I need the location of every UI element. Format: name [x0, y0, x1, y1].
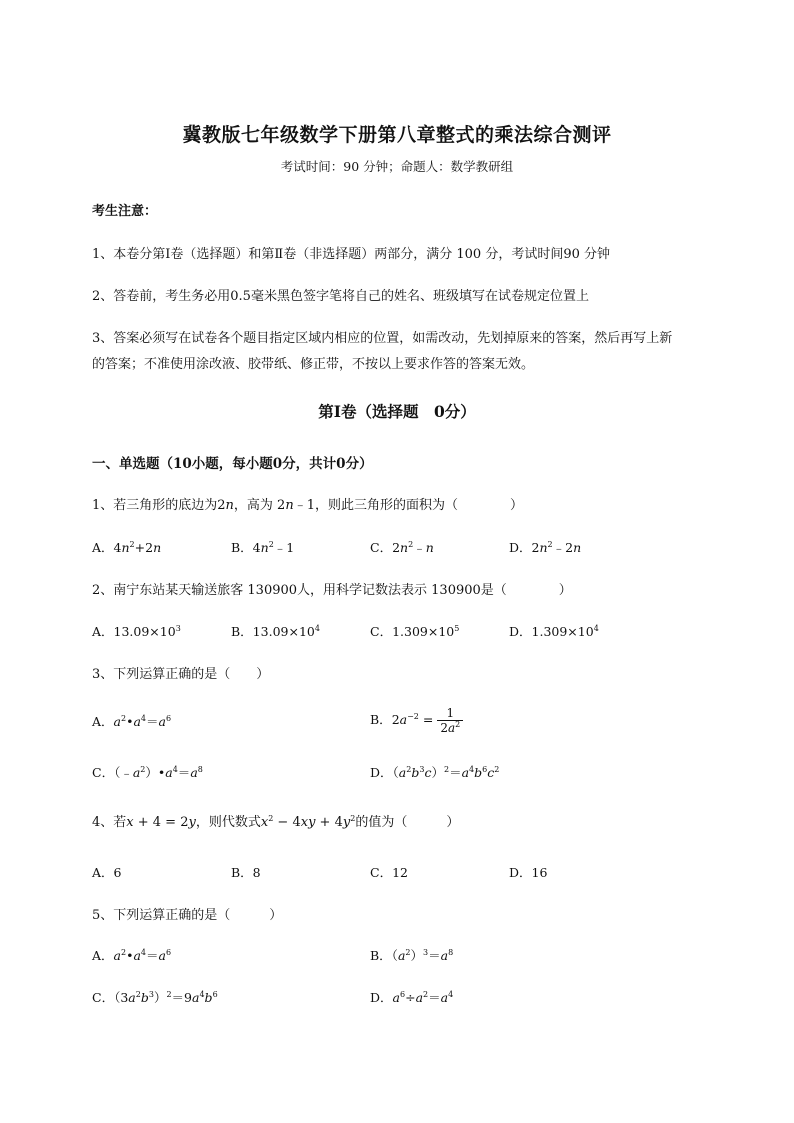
q2-option-d[interactable]: D．$1.309\times 10^4$: [509, 624, 599, 639]
q3-option-b[interactable]: B．$2a^{-2}$ = $\frac{1}{2a^2}$: [370, 706, 463, 735]
q2-option-c[interactable]: C．$1.309\times 10^5$: [370, 624, 460, 639]
fraction: $\frac{1}{2a^2}$: [437, 706, 463, 735]
notice-heading: 考生注意：: [92, 204, 158, 219]
question-3: 3、下列运算正确的是（ ）: [92, 667, 270, 682]
notice-item-2: 2、答卷前，考生务必用0.5毫米黑色签字笔将自己的姓名、班级填写在试卷规定位置上: [92, 289, 589, 304]
notice-item-1: 1、本卷分第Ⅰ卷（选择题）和第Ⅱ卷（非选择题）两部分，满分 100 分，考试时间90 分钟: [92, 247, 610, 262]
q2-option-b[interactable]: B．$13.09\times 10^4$: [231, 624, 320, 639]
q4-option-a[interactable]: A．6: [92, 865, 122, 880]
question-2: 2、南宁东站某天输送旅客 130900人，用科学记数法表示 130900是（ ）: [92, 583, 572, 598]
q4-option-d[interactable]: D．16: [509, 865, 548, 880]
page-title: 冀教版七年级数学下册第八章整式的乘法综合测评: [182, 124, 612, 146]
q3-option-c[interactable]: C．$(﹣a^2)•a^4=a^8$: [92, 765, 203, 780]
part-heading: 一、单选题（10小题，每小题0分，共计0分）: [92, 456, 373, 472]
notice-item-3-line-1: 3、答案必须写在试卷各个题目指定区域内相应的位置，如需改动，先划掉原来的答案，然后再写上新: [92, 331, 673, 346]
q1-option-a[interactable]: A．$4n^2+2n$: [92, 540, 162, 555]
q5-option-d[interactable]: D．$a^6\div a^2=a^4$: [370, 990, 454, 1005]
q4-option-c[interactable]: C．12: [370, 865, 408, 880]
q1-option-c[interactable]: C．$2n^2﹣n$: [370, 540, 434, 555]
q4-option-b[interactable]: B．8: [231, 865, 261, 880]
q5-option-b[interactable]: B．$(a^2)^3=a^8$: [370, 948, 454, 963]
q5-option-c[interactable]: C．$(3a^2b^3)^2=9a^4b^6$: [92, 990, 218, 1005]
q5-option-a[interactable]: A．$a^2•a^4=a^6$: [92, 948, 172, 963]
q1-option-d[interactable]: D．$2n^2﹣2n$: [509, 540, 582, 555]
q3-option-d[interactable]: D．$(a^2b^3c)^2=a^4b^6c^2$: [370, 765, 500, 780]
exam-info: 考试时间：90 分钟；命题人：数学教研组: [280, 159, 514, 174]
question-1: 1、若三角形的底边为2n，高为 2n﹣1，则此三角形的面积为（ ）: [92, 498, 523, 513]
question-5: 5、下列运算正确的是（ ）: [92, 908, 283, 923]
q3-option-a[interactable]: A．$a^2•a^4=a^6$: [92, 714, 172, 729]
section-title: 第Ⅰ卷（选择题 0分）: [318, 402, 476, 421]
notice-item-3-line-2: 的答案；不准使用涂改液、胶带纸、修正带，不按以上要求作答的答案无效。: [92, 357, 535, 372]
q1-option-b[interactable]: B．$4n^2﹣1$: [231, 540, 295, 555]
question-4: 4、若x + 4 = 2y，则代数式$x^2 - 4xy + 4y^2$的值为（ ）: [92, 814, 460, 830]
q2-option-a[interactable]: A．$13.09\times 10^3$: [92, 624, 181, 639]
